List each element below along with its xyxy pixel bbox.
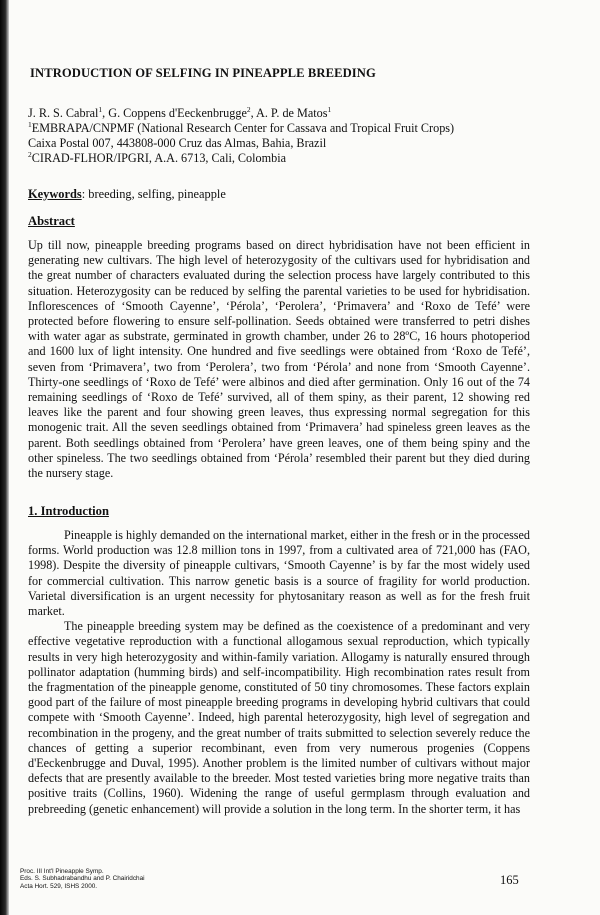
affiliation-line bbox=[28, 136, 558, 151]
affiliation-line bbox=[28, 121, 558, 136]
abstract-text: Up till now, pineapple breeding programs based on direct hybridisation have not been efficient in generating new cultivars. The high level of heterozygosity of the cultivars used for hybridisation and the great number of characters evaluated during the selection process have largely contributed to this situation. Heterozygosity can be reduced by selfing the parental varieties to be used for hybridisation. Inflorescences of ‘Smooth Cayenne’, ‘Pérola’, ‘Perolera’, ‘Primavera’ and ‘Roxo de Tefé’ were protected before flowering to ensure self-pollination. Seeds obtained were transferred to petri dishes with water agar as substrate, germinated in growth chamber, under 26 to 28ºC, 16 hours photoperiod and 1600 lux of light intensity. One hundred and five seedlings were obtained from ‘Roxo de Tefé’, seven from ‘Primavera’, two from ‘Perolera’, two from ‘Pérola’ and none from ‘Smooth Cayenne’. Thirty-one seedlings of ‘Roxo de Tefé’ were albinos and died after germination. Only 16 out of the 74 remaining seedlings of ‘Roxo de Tefé’ survived, all of them spiny, as their parent, 12 showing red leaves like the parent and four showing green leaves, thus expressing normal segregation for this monogenic trait. All the seven seedlings obtained from ‘Primavera’ had spineless green leaves as the parent. Both seedlings obtained from ‘Perolera’ have green leaves, one of them being spiny and the other spineless. The two seedlings obtained from ‘Pérola’ resembled their parent but they died during the nursery stage. bbox=[28, 238, 530, 481]
author-name: A. P. de Matos bbox=[256, 106, 328, 120]
author-separator: , bbox=[102, 106, 109, 120]
author-line bbox=[28, 106, 558, 121]
introduction-paragraph: The pineapple breeding system may be defined as the coexistence of a predominant and very effective vegetative reproduction with a functional allogamous sexual reproduction, which typically results in very high heterozygosity and within-family variation. Allogamy is naturally ensured through pollinator adaptation (humming birds) and self-incompatibility. High recombination rates result from the fragmentation of the pineapple genome, constituted of 50 tiny chromosomes. These factors explain good part of the failure of most pineapple breeding programs in developing hybrid cultivars that could compete with ‘Smooth Cayenne’. Indeed, high parental heterozygosity, high level of segregation and recombination in the progeny, and the great number of traits submitted to selection severely reduce the chances of getting a superior recombinant, even from very numerous progenies (Coppens d'Eeckenbrugge and Duval, 1995). Another problem is the limited number of cultivars without major defects that are presently available to the breeder. Most tested varieties bring more negative traits than positive traits (Collins, 1960). Widening the range of useful germplasm through evaluation and prebreeding (genetic enhancement) will provide a solution in the long term. In the shorter term, it has bbox=[28, 619, 530, 816]
proceedings-footnote bbox=[20, 868, 145, 890]
introduction-body bbox=[28, 528, 530, 817]
scan-edge-shadow bbox=[0, 0, 9, 915]
introduction-paragraph: Pineapple is highly demanded on the international market, either in the fresh or in the processed forms. World production was 12.8 million tons in 1997, from a cultivated area of 721,000 has (FAO, 1998). Despite the diversity of pineapple cultivars, ‘Smooth Cayenne’ is by far the most widely used for commercial cultivation. This narrow genetic basis is a source of fragility for world production. Varietal diversification is an urgent necessity for phytosanitary reason as well as for the fresh fruit market. bbox=[28, 528, 530, 619]
keywords-label: Keywords bbox=[28, 187, 82, 201]
page-number: 165 bbox=[500, 873, 519, 887]
footnote-line: Eds. S. Subhadrabandhu and P. Chairidchai bbox=[20, 875, 145, 883]
affiliation-text: EMBRAPA/CNPMF (National Research Center for Cassava and Tropical Fruit Crops) bbox=[31, 121, 455, 135]
paper-page bbox=[20, 0, 530, 915]
author-separator: , bbox=[250, 106, 257, 120]
keywords-text: : breeding, selfing, pineapple bbox=[81, 187, 226, 201]
footnote-line: Acta Hort. 529, ISHS 2000. bbox=[20, 882, 98, 890]
affiliation-line bbox=[28, 151, 558, 166]
affiliation-mark: 2 bbox=[28, 149, 32, 159]
affiliation-mark: 1 bbox=[28, 119, 32, 129]
author-affiliation-mark: 2 bbox=[246, 104, 251, 114]
affiliation-text: Caixa Postal 007, 443808-000 Cruz das Almas, Bahia, Brazil bbox=[28, 136, 327, 150]
author-name: G. Coppens d'Eeckenbrugge bbox=[108, 106, 247, 120]
paper-title: INTRODUCTION OF SELFING IN PINEAPPLE BREEDING bbox=[30, 66, 376, 80]
affiliation-text: CIRAD-FLHOR/IPGRI, A.A. 6713, Cali, Colombia bbox=[31, 151, 287, 165]
footnote-line: Proc. III Int'l Pineapple Symp. bbox=[20, 868, 104, 875]
author-affiliation-mark: 1 bbox=[98, 104, 103, 114]
author-block bbox=[28, 106, 558, 166]
abstract-heading: Abstract bbox=[28, 214, 75, 228]
author-affiliation-mark: 1 bbox=[327, 104, 332, 114]
author-name: J. R. S. Cabral bbox=[28, 106, 99, 120]
introduction-heading: 1. Introduction bbox=[28, 504, 109, 518]
keywords-line bbox=[28, 187, 226, 202]
